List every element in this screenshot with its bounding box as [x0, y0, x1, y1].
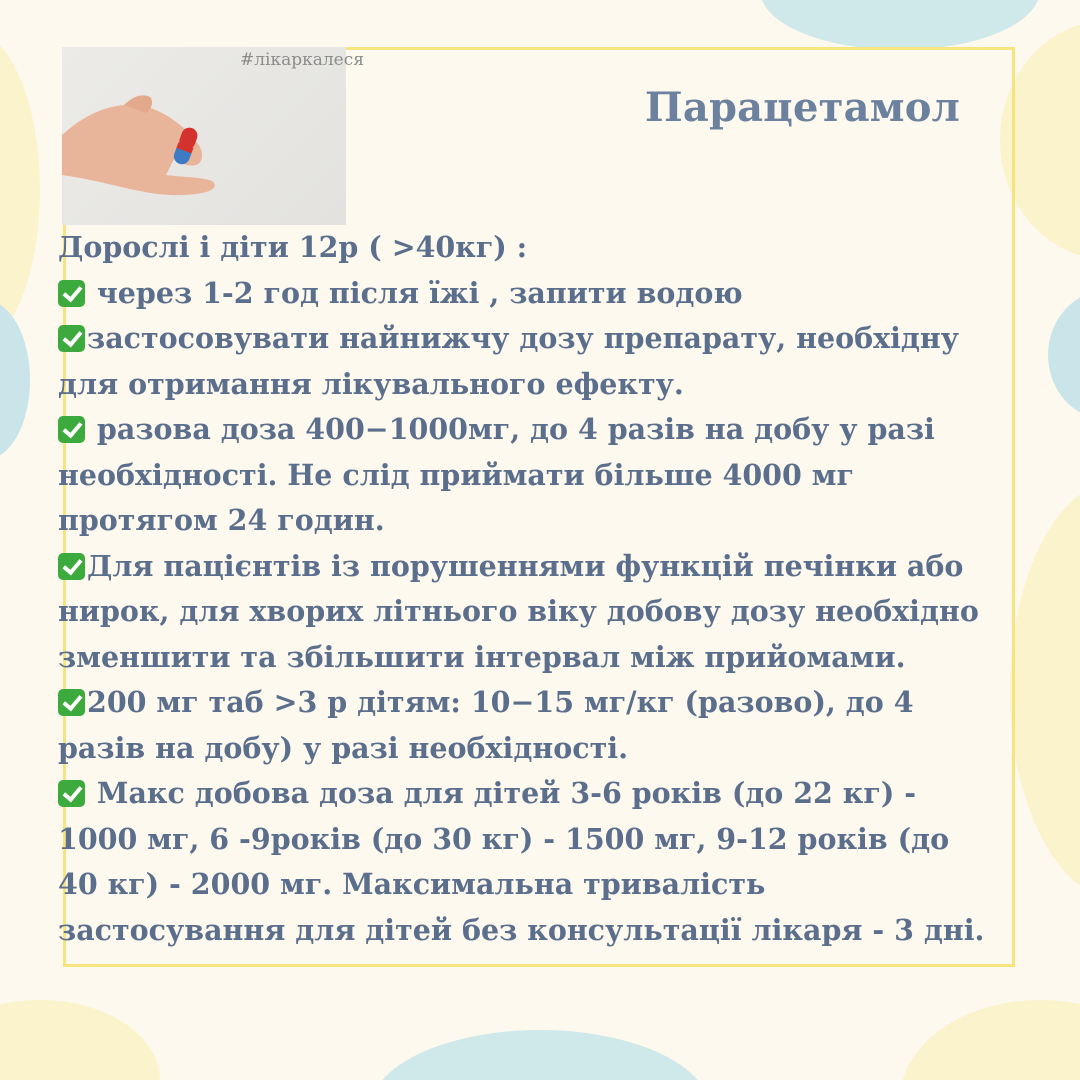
- list-item: [58, 544, 998, 681]
- item-text: разова доза 400−1000мг, до 4 разів на добу у разі необхідності. Не слід приймати більше 4000 мг протягом 24 годин.: [58, 412, 935, 537]
- item-text: Для пацієнтів із порушеннями функцій печінки або нирок, для хворих літнього віку добову дозу необхідно зменшити та збільшити інтервал між прийомами.: [58, 548, 979, 674]
- check-mark-icon: [58, 416, 85, 443]
- list-item: [58, 407, 998, 544]
- decor-circle-yellow-bottom-right: [900, 1000, 1080, 1080]
- check-mark-icon: [58, 280, 85, 307]
- check-mark-icon: [58, 780, 85, 807]
- list-item-intro: [58, 225, 998, 271]
- decor-circle-blue-right: [1048, 290, 1080, 420]
- instructions-text: [58, 225, 998, 953]
- decor-circle-yellow-left: [0, 30, 40, 350]
- check-mark-icon: [58, 553, 85, 580]
- hand-holding-pill-photo: [62, 47, 346, 225]
- page-title: Парацетамол: [644, 84, 960, 131]
- item-text: Дорослі і діти 12р ( >40кг) :: [58, 230, 528, 264]
- item-text: застосовувати найнижчу дозу препарату, необхідну для отримання лікувального ефекту.: [58, 321, 960, 401]
- item-text: Макс добова доза для дітей 3-6 років (до 22 кг) - 1000 мг, 6 -9років (до 30 кг) - 1500 мг, 9-12 років (до 40 кг) - 2000 мг. Максимальна тривалість застосування для дітей без консультації лікаря - 3 дні.: [58, 776, 985, 947]
- check-mark-icon: [58, 689, 85, 716]
- hashtag-label: #лікаркалеся: [240, 50, 364, 70]
- decor-circle-blue-bottom: [370, 1030, 710, 1080]
- hand-pill-illustration: [62, 47, 346, 225]
- decor-circle-yellow-bottom-left: [0, 1000, 160, 1080]
- item-text: 200 мг таб >3 р дітям: 10−15 мг/кг (разово), до 4 разів на добу) у разі необхідності.: [58, 685, 914, 765]
- list-item: [58, 771, 998, 953]
- decor-circle-blue-top: [760, 0, 1040, 50]
- list-item: [58, 316, 998, 407]
- list-item: [58, 680, 998, 771]
- decor-circle-yellow-right-bottom: [1010, 480, 1080, 900]
- check-mark-icon: [58, 325, 85, 352]
- decor-circle-blue-left: [0, 300, 30, 460]
- item-text: через 1-2 год після їжі , запити водою: [87, 275, 743, 310]
- list-item: [58, 271, 998, 317]
